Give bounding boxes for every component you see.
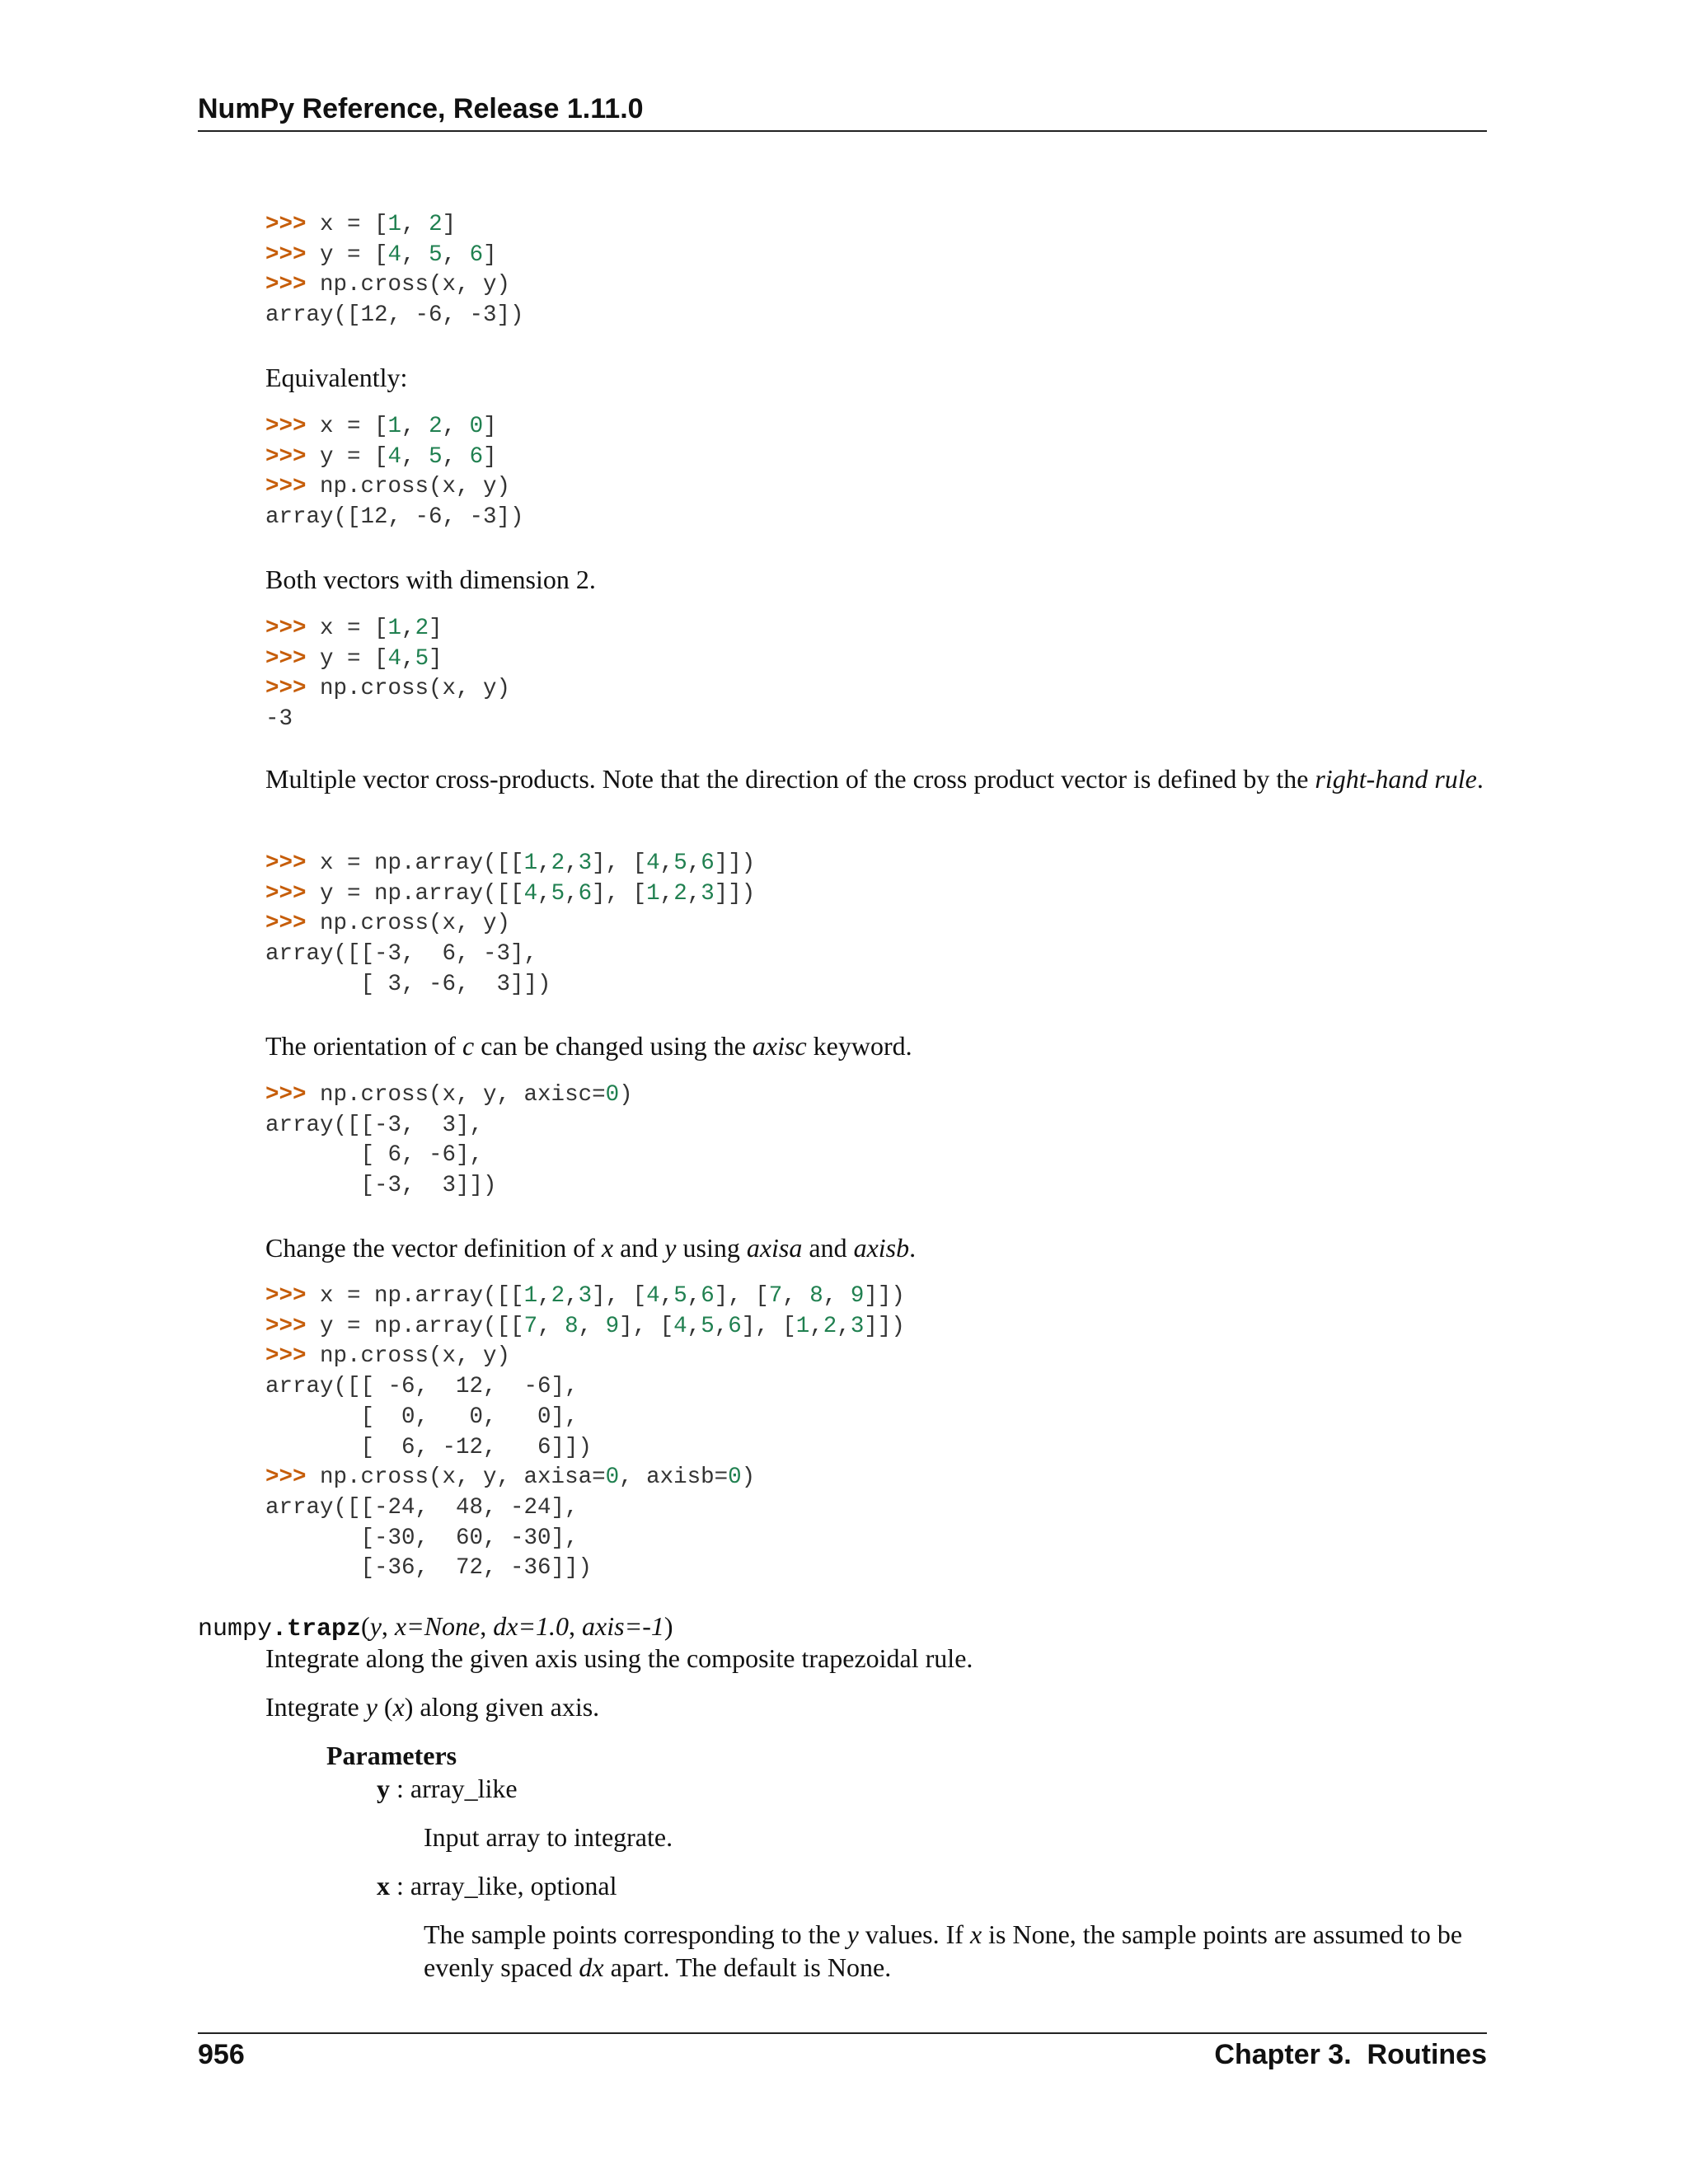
text: Integrate [265,1692,366,1722]
code-token: np.cross(x, y, axisc= [320,1082,606,1108]
code-number: 5 [673,851,687,876]
code-token: , [401,616,415,641]
code-output: array([[-24, 48, -24], [265,1494,579,1521]
text: The sample points corresponding to the [424,1919,847,1949]
code-prompt: >>> [265,645,321,672]
code-number: 4 [387,443,402,470]
code-token: , [714,1313,729,1339]
code-number: 4 [387,645,402,672]
code-token: ]]) [864,1283,905,1309]
code-block-2 [265,412,1487,533]
code-number: 7 [523,1313,538,1339]
code-token: , [659,880,674,907]
emphasis: x [969,1919,982,1949]
code-token: , [809,1313,823,1339]
code-line [265,242,497,268]
code-token: ] [483,241,497,268]
code-line [265,1465,755,1490]
code-line [265,444,497,470]
code-token: y = [ [320,241,388,268]
parameters-heading: Parameters [326,1741,457,1770]
sig-open-paren: ( [361,1611,370,1641]
paragraph-both-vectors [265,563,1487,596]
code-prompt: >>> [265,880,321,907]
sig-param-y: y [369,1611,382,1641]
code-token: , [687,1283,701,1309]
code-output: array([[-3, 3], [265,1112,484,1138]
param-y [377,1772,518,1805]
code-token: x = np.array([[ [320,1283,524,1309]
code-line [265,646,443,672]
emphasis: y [846,1919,859,1949]
code-block-4 [265,849,1487,1001]
sig-param-x: x=None [394,1611,481,1641]
code-number: 1 [387,212,402,237]
text: keyword. [806,1031,912,1061]
param-type: : array_like, optional [390,1871,617,1900]
code-line [265,1526,579,1551]
sig-sep: , [480,1611,494,1641]
text: values. If [858,1919,970,1949]
param-type: : array_like [390,1774,518,1803]
code-prompt: >>> [265,1313,321,1339]
param-x [377,1869,617,1902]
code-number: 4 [387,241,402,268]
code-line [265,1435,592,1460]
code-number: 0 [605,1082,620,1108]
code-number: 5 [551,880,565,907]
code-prompt: >>> [265,443,321,470]
code-line [265,911,510,936]
paragraph-equivalently [265,361,1487,394]
param-name: y [377,1774,390,1803]
emphasis: axisc [752,1031,807,1061]
code-output: [-30, 60, -30], [265,1525,579,1551]
code-token: y = np.array([[ [320,880,524,907]
sig-module: numpy [198,1615,273,1643]
code-token: , [401,645,415,672]
code-prompt: >>> [265,414,321,439]
code-number: 2 [823,1313,837,1339]
code-token: y = [ [320,645,388,672]
code-token: , [659,1283,674,1309]
code-token: , [565,851,579,876]
code-output: array([12, -6, -3]) [265,504,524,531]
code-token: , [565,880,579,907]
code-line [265,212,456,237]
code-number: 2 [415,616,429,641]
code-token: , [537,1283,551,1309]
sig-sep: , [381,1611,395,1641]
code-number: 6 [701,1283,715,1309]
code-output: [ 0, 0, 0], [265,1404,579,1430]
sig-param-axis: axis=-1 [582,1611,664,1641]
code-token: , [782,1283,810,1309]
code-line [265,851,755,876]
code-number: 2 [429,414,443,439]
code-token: y = np.array([[ [320,1313,524,1339]
code-line [265,1283,905,1309]
code-token: , [442,414,470,439]
code-number: 9 [605,1313,620,1339]
text: is None, the sample points are assumed to be evenly spaced [424,1919,1463,1982]
code-prompt: >>> [265,272,321,298]
code-prompt: >>> [265,212,321,237]
footer-rule [198,2032,1487,2034]
code-number: 6 [469,241,484,268]
code-line [265,616,443,641]
text: using [676,1233,747,1263]
code-token: , [537,1313,565,1339]
code-line [265,1082,633,1108]
param-name: x [377,1871,390,1900]
param-x-description [424,1918,1487,1984]
text: and [613,1233,665,1263]
code-number: 5 [701,1313,715,1339]
trapz-description [265,1690,1487,1723]
code-token: , [442,241,470,268]
paragraph-orientation [265,1029,1487,1062]
code-number: 2 [551,851,565,876]
text: can be changed using the [474,1031,753,1061]
code-token: ], [ [619,1313,674,1339]
code-token: ]]) [714,851,756,876]
chapter-title: Chapter 3. Routines [1214,2039,1487,2070]
text: Both vectors with dimension 2. [265,565,596,594]
emphasis: axisa [746,1233,803,1263]
code-number: 6 [469,443,484,470]
code-token: ], [ [741,1313,796,1339]
code-line [265,972,551,997]
code-prompt: >>> [265,851,321,876]
code-output: [-3, 3]]) [265,1173,497,1199]
code-line [265,676,510,701]
code-token: ] [483,414,497,439]
code-token: ], [ [714,1283,769,1309]
code-prompt: >>> [265,474,321,500]
code-token: np.cross(x, y) [320,911,511,937]
code-number: 2 [673,880,687,907]
code-line [265,1374,579,1399]
code-line [265,474,510,499]
code-token: , [823,1283,851,1309]
code-number: 2 [429,212,443,237]
code-number: 5 [415,645,429,672]
text: Input array to integrate. [424,1822,673,1852]
code-output: [ 6, -6], [265,1142,484,1169]
code-number: 1 [523,851,538,876]
code-token: , [537,880,551,907]
code-block-6 [265,1282,1487,1584]
code-token: , [565,1283,579,1309]
code-line [265,1555,592,1581]
code-prompt: >>> [265,1465,321,1491]
code-line [265,1343,510,1369]
trapz-summary [265,1642,1487,1675]
code-number: 6 [578,880,593,907]
code-number: 8 [809,1283,823,1309]
code-line [265,1113,483,1138]
code-line [265,1495,579,1521]
sig-sep: , [569,1611,583,1641]
text: Change the vector definition of [265,1233,602,1263]
code-token: , [687,851,701,876]
code-line [265,272,510,298]
code-output: [ 6, -12, 6]]) [265,1434,593,1460]
sig-function-name: trapz [287,1615,362,1643]
code-line [265,302,524,328]
code-number: 4 [646,1283,660,1309]
code-token: , [687,1313,701,1339]
code-number: 6 [728,1313,742,1339]
code-output: [ 3, -6, 3]]) [265,971,551,997]
code-output: [-36, 72, -36]]) [265,1555,593,1582]
code-number: 3 [578,851,593,876]
code-prompt: >>> [265,616,321,641]
sig-param-dx: dx=1.0 [493,1611,570,1641]
code-prompt: >>> [265,1283,321,1309]
code-token: ) [619,1082,633,1108]
code-prompt: >>> [265,1082,321,1108]
code-number: 1 [646,880,660,907]
page-number: 956 [198,2039,245,2070]
code-token: ] [429,645,443,672]
code-output: -3 [265,706,293,733]
code-number: 0 [728,1465,742,1491]
code-block-5 [265,1080,1487,1202]
code-token: np.cross(x, y) [320,474,511,500]
code-line [265,1173,497,1198]
paragraph-multiple-cross [265,762,1487,795]
code-token: ]]) [864,1313,905,1339]
code-token: np.cross(x, y, axisa= [320,1465,606,1491]
function-signature [198,1610,673,1646]
code-number: 5 [429,241,443,268]
code-number: 1 [523,1283,538,1309]
code-token: ], [ [592,880,647,907]
emphasis: y [664,1233,677,1263]
emphasis: x [601,1233,614,1263]
code-number: 2 [551,1283,565,1309]
code-output: array([[-3, 6, -3], [265,941,538,968]
text: The orientation of [265,1031,463,1061]
code-number: 6 [701,851,715,876]
text: ) along given axis. [404,1692,600,1722]
code-number: 8 [565,1313,579,1339]
code-number: 9 [850,1283,865,1309]
code-block-1 [265,210,1487,331]
code-token: x = np.array([[ [320,851,524,876]
code-token: , [401,212,429,237]
code-line [265,1142,483,1168]
code-token: , [687,880,701,907]
emphasis: right-hand rule [1315,764,1477,794]
code-number: 3 [578,1283,593,1309]
code-token: ] [483,443,497,470]
code-number: 3 [701,880,715,907]
code-line [265,941,537,967]
code-prompt: >>> [265,241,321,268]
emphasis: y [365,1692,377,1722]
paragraph-change-definition [265,1231,1487,1264]
code-prompt: >>> [265,676,321,702]
code-token: ]]) [714,880,756,907]
code-line [265,706,293,732]
code-token: ], [ [592,1283,647,1309]
code-token: np.cross(x, y) [320,1343,511,1370]
text: apart. The default is None. [603,1952,892,1982]
header-title: NumPy Reference, Release 1.11.0 [198,93,644,124]
code-token: , [537,851,551,876]
text: Equivalently: [265,363,408,392]
sig-dot: . [272,1615,288,1643]
code-token: x = [ [320,414,388,439]
emphasis: c [462,1031,475,1061]
text: . [909,1233,917,1263]
text: ( [377,1692,393,1722]
code-token: , axisb= [619,1465,729,1491]
text: Integrate along the given axis using the composite trapezoidal rule. [265,1643,973,1673]
emphasis: axisb [853,1233,910,1263]
code-line [265,881,755,907]
emphasis: x [392,1692,405,1722]
code-number: 7 [768,1283,783,1309]
sig-close-paren: ) [663,1611,673,1641]
code-token: , [578,1313,606,1339]
code-number: 4 [646,851,660,876]
code-token: ) [741,1465,756,1491]
text: . [1476,764,1484,794]
text: and [802,1233,854,1263]
code-number: 0 [469,414,484,439]
code-token: , [401,443,429,470]
code-line [265,1404,579,1430]
code-token: x = [ [320,616,388,641]
code-token: , [401,241,429,268]
code-block-3 [265,614,1487,735]
code-token: , [837,1313,851,1339]
code-token: , [659,851,674,876]
code-number: 5 [673,1283,687,1309]
code-number: 1 [387,616,402,641]
emphasis: dx [579,1952,604,1982]
code-prompt: >>> [265,911,321,937]
text: Multiple vector cross-products. Note that the direction of the cross product vector is defined by the [265,764,1315,794]
code-number: 1 [795,1313,810,1339]
code-token: , [401,414,429,439]
code-prompt: >>> [265,1343,321,1370]
param-y-description [424,1821,1487,1854]
code-number: 0 [605,1465,620,1491]
code-line [265,504,524,530]
code-token: x = [ [320,212,388,237]
code-number: 1 [387,414,402,439]
code-token: y = [ [320,443,388,470]
code-token: ] [429,616,443,641]
code-line [265,1314,905,1339]
code-token: ] [442,212,457,237]
code-token: ], [ [592,851,647,876]
code-token: np.cross(x, y) [320,676,511,702]
code-line [265,414,497,439]
code-token: , [442,443,470,470]
code-number: 5 [429,443,443,470]
header-rule [198,130,1487,132]
code-number: 4 [523,880,538,907]
code-output: array([12, -6, -3]) [265,302,524,329]
code-output: array([[ -6, 12, -6], [265,1374,579,1400]
code-number: 4 [673,1313,687,1339]
code-token: np.cross(x, y) [320,272,511,298]
code-number: 3 [850,1313,865,1339]
